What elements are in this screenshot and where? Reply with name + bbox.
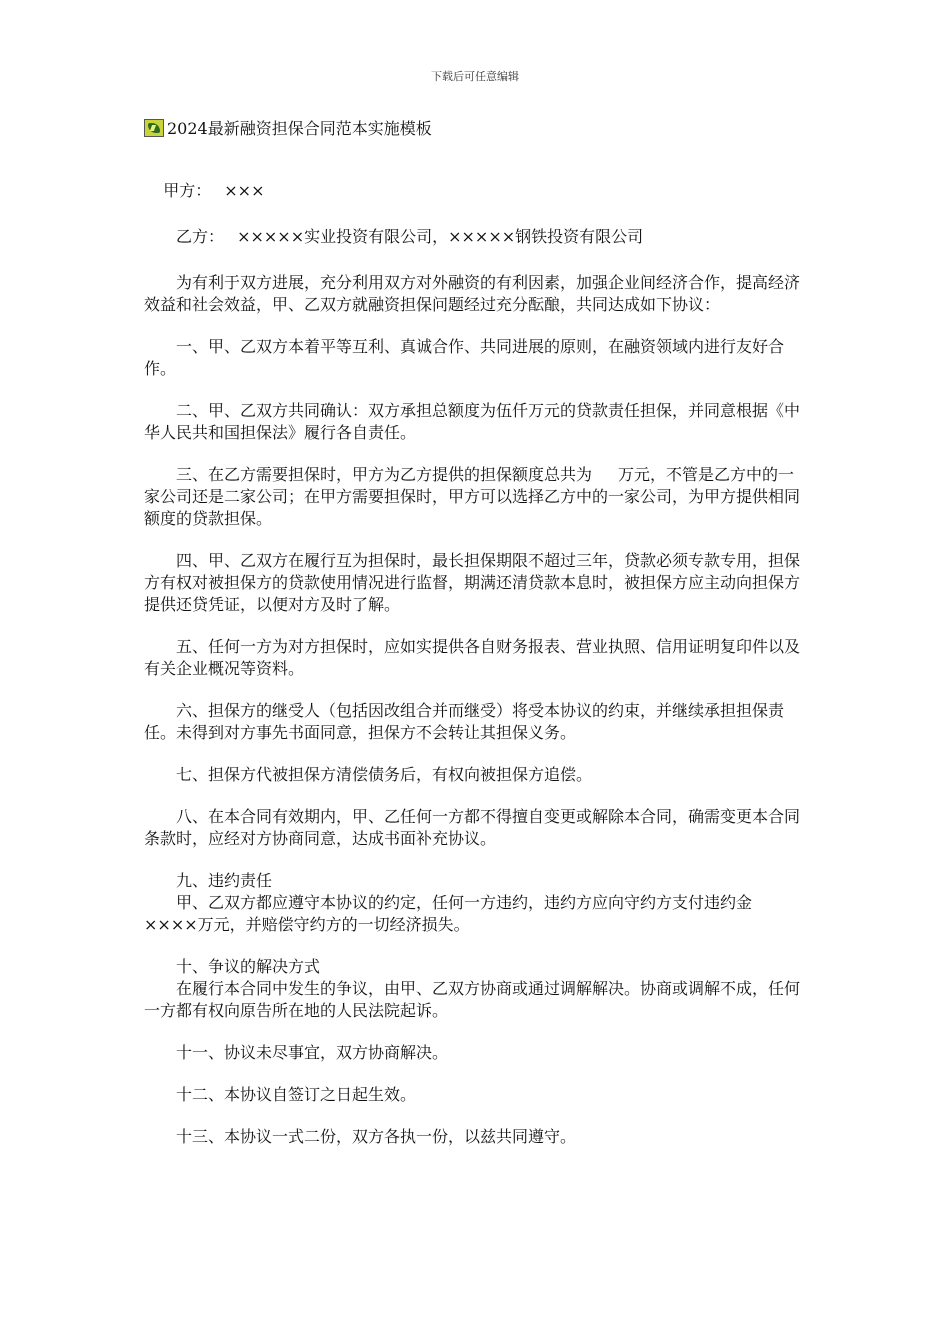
party-a: 甲方： ×××	[163, 181, 265, 200]
document-title-row	[144, 116, 432, 139]
clause-13: 十三、本协议一式二份，双方各执一份，以兹共同遵守。	[176, 1127, 577, 1146]
clause-3-before: 三、在乙方需要担保时，甲方为乙方提供的担保额度总共为	[176, 465, 593, 484]
clause-3	[144, 464, 804, 530]
clause-9-heading: 九、违约责任	[176, 871, 273, 890]
clause-7: 七、担保方代被担保方清偿债务后，有权向被担保方追偿。	[176, 765, 593, 784]
clause-12: 十二、本协议自签订之日起生效。	[176, 1085, 417, 1104]
clause-3-after: 万元，不管是乙方中的一家公司还是二家公司；在甲方需要担保时，甲方可以选择乙方中的一家公司，为甲方提供相同额度的贷款担保。	[144, 465, 801, 528]
clause-10-text: 在履行本合同中发生的争议，由甲、乙双方协商或通过调解解决。协商或调解不成，任何一方都有权向原告所在地的人民法院起诉。	[144, 979, 801, 1020]
clause-11: 十一、协议未尽事宜，双方协商解决。	[176, 1043, 449, 1062]
clause-2: 二、甲、乙双方共同确认：双方承担总额度为伍仟万元的贷款责任担保，并同意根据《中华人民共和国担保法》履行各自责任。	[144, 401, 801, 442]
clause-1: 一、甲、乙双方本着平等互利、真诚合作、共同进展的原则，在融资领域内进行友好合作。	[144, 337, 785, 378]
contract-body	[144, 180, 804, 1148]
document-title: 2024最新融资担保合同范本实施模板	[167, 119, 432, 138]
clause-6: 六、担保方的继受人（包括因改组合并而继受）将受本协议的约束，并继续承担担保责任。未得到对方事先书面同意，担保方不会转让其担保义务。	[144, 701, 785, 742]
clause-8: 八、在本合同有效期内，甲、乙任何一方都不得擅自变更或解除本合同，确需变更本合同条款时，应经对方协商同意，达成书面补充协议。	[144, 807, 801, 848]
clause-9-text: 甲、乙双方都应遵守本协议的约定，任何一方违约，违约方应向守约方支付违约金××××万元，并赔偿守约方的一切经济损失。	[144, 893, 753, 934]
clause-4: 四、甲、乙双方在履行互为担保时，最长担保期限不超过三年，贷款必须专款专用，担保方有权对被担保方的贷款使用情况进行监督，期满还清贷款本息时，被担保方应主动向担保方提供还贷凭证，以便对方及时了解。	[144, 551, 801, 614]
document-icon	[144, 119, 164, 137]
clause-10-heading: 十、争议的解决方式	[176, 957, 321, 976]
party-b: 乙方： ×××××实业投资有限公司，×××××钢铁投资有限公司	[176, 227, 644, 246]
intro-paragraph: 为有利于双方进展，充分利用双方对外融资的有利因素，加强企业间经济合作，提高经济效益和社会效益，甲、乙双方就融资担保问题经过充分酝酿，共同达成如下协议：	[144, 273, 801, 314]
clause-5: 五、任何一方为对方担保时，应如实提供各自财务报表、营业执照、信用证明复印件以及有关企业概况等资料。	[144, 637, 801, 678]
page-header-note: 下载后可任意编辑	[431, 70, 519, 83]
